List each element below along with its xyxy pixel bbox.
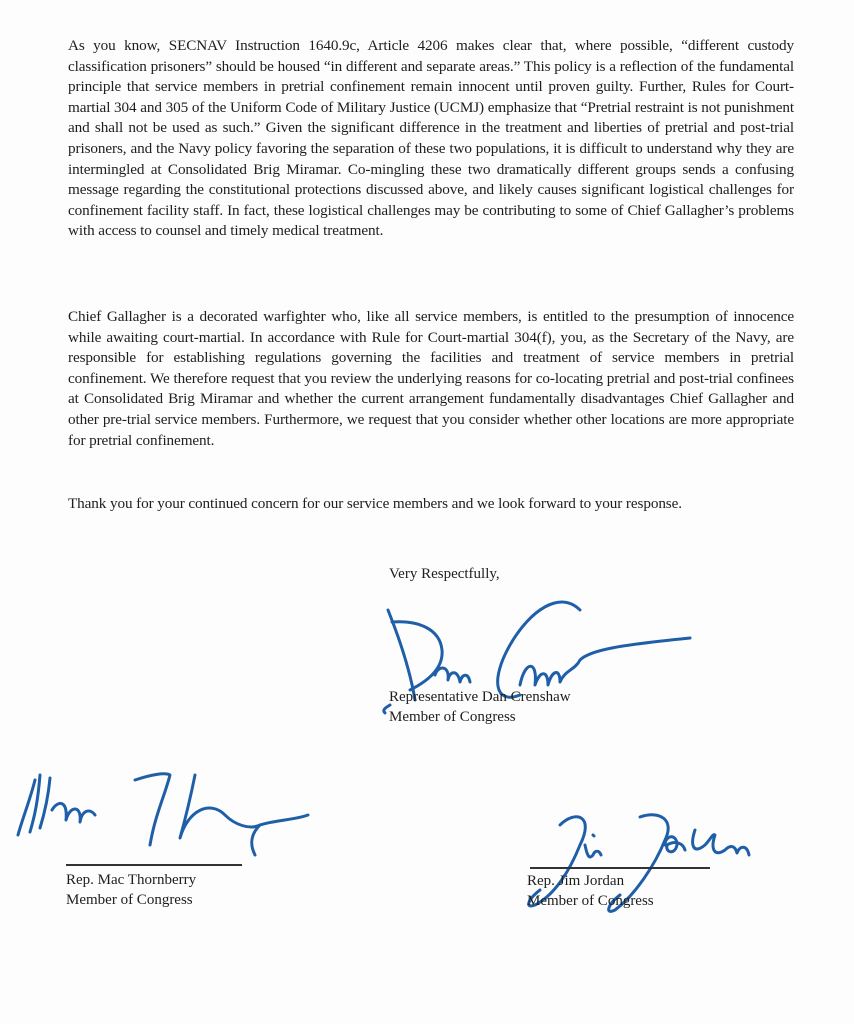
signatory-name: Representative Dan Crenshaw xyxy=(389,689,571,705)
signatory-name: Rep. Mac Thornberry xyxy=(66,872,197,888)
signature-block-thornberry xyxy=(66,870,196,910)
signature-block-jordan xyxy=(527,871,654,911)
signatory-title: Member of Congress xyxy=(389,709,516,725)
signature-thornberry xyxy=(10,760,310,860)
paragraph-secnav-instruction: As you know, SECNAV Instruction 1640.9c, Article 4206 makes clear that, where possible, “different custody classification prisoners” should be housed “in different and separate areas.” This policy is a reflection of the fundamental principle that service members in pretrial confinement remain innocent until proven guilty. Further, Rules for Court-martial 304 and 305 of the Uniform Code of Military Justice (UCMJ) emphasize that “Pretrial restraint is not punishment and shall not be used as such.” Given the significant difference in the treatment and liberties of pretrial and post-trial prisoners, and the Navy policy favoring the separation of these two populations, it is difficult to understand why they are intermingled at Consolidated Brig Miramar. Co-mingling these two dramatically different groups sends a confusing message regarding the constitutional protections discussed above, and likely causes significant logistical challenges for confinement facility staff. In fact, these logistical challenges may be contributing to some of Chief Gallagher’s problems with access to counsel and timely medical treatment. xyxy=(68,37,794,240)
signature-block-crenshaw xyxy=(389,687,571,727)
signature-line-jordan xyxy=(530,867,710,869)
signatory-title: Member of Congress xyxy=(527,893,654,909)
closing-salutation: Very Respectfully, xyxy=(389,566,500,582)
paragraph-thank-you: Thank you for your continued concern for our service members and we look forward to your response. xyxy=(68,495,682,512)
signatory-title: Member of Congress xyxy=(66,892,193,908)
paragraph-presumption-of-innocence: Chief Gallagher is a decorated warfighter who, like all service members, is entitled to the presumption of innocence while awaiting court-martial. In accordance with Rule for Court-martial 304(f), you, as the Secretary of the Navy, are responsible for establishing regulations governing the facilities and treatment of service members in pretrial confinement. We therefore request that you review the underlying reasons for co-locating pretrial and post-trial confinees at Consolidated Brig Miramar and whether the current arrangement fundamentally disadvantages Chief Gallagher and other pre-trial service members. Furthermore, we request that you consider whether other locations are more appropriate for pretrial confinement. xyxy=(68,308,794,449)
signature-line-thornberry xyxy=(66,864,242,866)
signatory-name: Rep. Jim Jordan xyxy=(527,873,625,889)
